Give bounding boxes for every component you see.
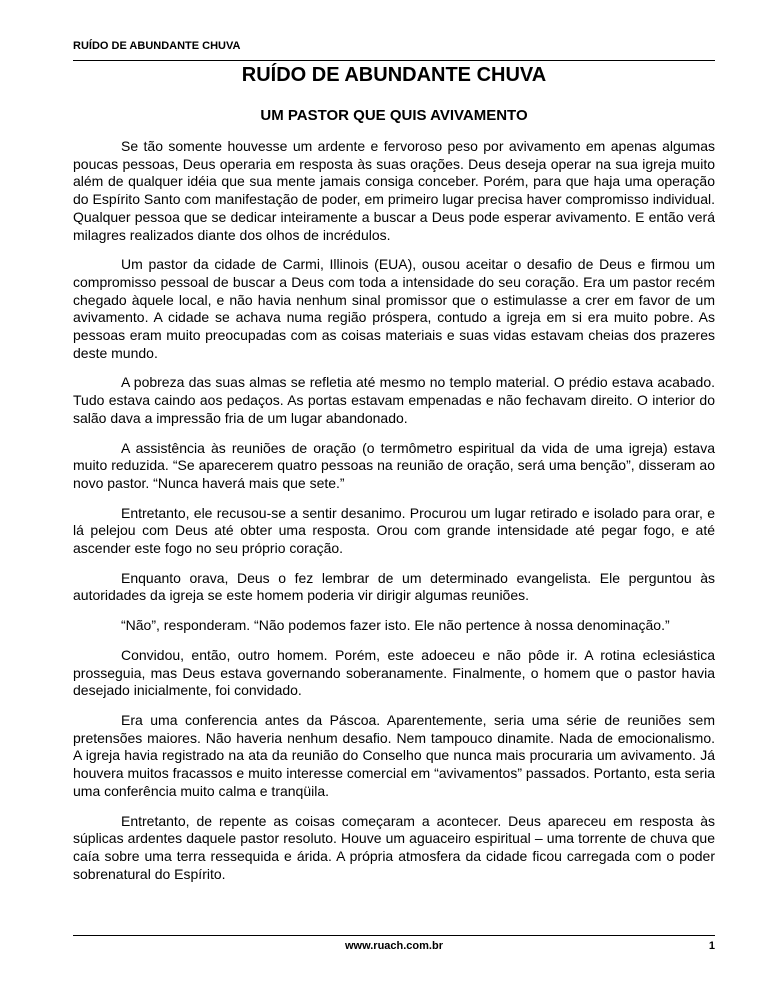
paragraph-4: A assistência às reuniões de oração (o termômetro espiritual da vida de uma igreja) estava muito reduzida. “Se aparecerem quatro pessoas na reunião de oração, será uma benção”, disseram ao novo pastor. “Nunca haverá mais que sete.” <box>73 439 715 491</box>
running-header: RUÍDO DE ABUNDANTE CHUVA <box>73 40 241 52</box>
paragraph-8: Convidou, então, outro homem. Porém, este adoeceu e não pôde ir. A rotina eclesiástica prosseguia, mas Deus estava governando soberanamente. Finalmente, o homem que o pastor havia desejado inicialmente, foi convidado. <box>73 646 715 699</box>
paragraph-9: Era uma conferencia antes da Páscoa. Aparentemente, seria uma série de reuniões sem pretensões maiores. Não haveria nenhum desafio. Nem tampouco dinamite. Nada de emocionalismo. A igreja havia registrado na ata da reunião do Conselho que nunca mais procuraria um avivamento. Já houvera muitos fracassos e muito interesse comercial em “avivamentos” passados. Portanto, esta seria uma conferência muito calma e tranqüila. <box>73 711 715 799</box>
header-divider <box>73 60 715 61</box>
document-subtitle: UM PASTOR QUE QUIS AVIVAMENTO <box>260 107 528 124</box>
document-title: RUÍDO DE ABUNDANTE CHUVA <box>241 64 547 86</box>
paragraph-6: Enquanto orava, Deus o fez lembrar de um determinado evangelista. Ele perguntou às autoridades da igreja se este homem poderia vir dirigir algumas reuniões. <box>73 569 715 604</box>
paragraph-5: Entretanto, ele recusou-se a sentir desanimo. Procurou um lugar retirado e isolado para orar, e lá pelejou com Deus até obter uma resposta. Orou com grande intensidade até pegar fogo, e até ascender este fogo no seu próprio coração. <box>73 504 715 557</box>
paragraph-10: Entretanto, de repente as coisas começaram a acontecer. Deus apareceu em resposta às súplicas ardentes daquele pastor resoluto. Houve um aguaceiro espiritual – uma torrente de chuva que caía sobre uma terra ressequida e árida. A própria atmosfera da cidade ficou carregada com o poder sobrenatural do Espírito. <box>73 812 715 882</box>
paragraph-2: Um pastor da cidade de Carmi, Illinois (EUA), ousou aceitar o desafio de Deus e firmou um compromisso pessoal de buscar a Deus com toda a intensidade do seu coração. Era um pastor recém chegado àquele local, e não havia nenhum sinal promissor que o estimulasse a crer em favor de um avivamento. A cidade se achava numa região próspera, contudo a igreja em si era muito pobre. As pessoas eram muito preocupadas com as coisas materiais e suas vidas estavam cheias dos prazeres deste mundo. <box>73 256 715 361</box>
paragraph-1: Se tão somente houvesse um ardente e fervoroso peso por avivamento em apenas algumas poucas pessoas, Deus operaria em resposta às suas orações. Deus deseja operar na sua igreja muito além de qualquer idéia que sua mente jamais consiga conceber. Porém, para que haja uma operação do Espírito Santo com manifestação de poder, em primeiro lugar precisa haver compromisso individual. Qualquer pessoa que se dedicar inteiramente a buscar a Deus pode esperar avivamento. E então verá milagres realizados diante dos olhos de incrédulos. <box>73 138 715 243</box>
paragraph-7: “Não”, responderam. “Não podemos fazer isto. Ele não pertence à nossa denominação.” <box>121 617 670 634</box>
footer-divider <box>73 935 715 936</box>
document-body <box>73 138 715 895</box>
page-number: 1 <box>708 940 715 952</box>
footer-url: www.ruach.com.br <box>344 940 443 952</box>
paragraph-3: A pobreza das suas almas se refletia até mesmo no templo material. O prédio estava acabado. Tudo estava caindo aos pedaços. As portas estavam empenadas e não fechavam direito. O interior do salão dava a impressão fria de um lugar abandonado. <box>73 374 715 426</box>
